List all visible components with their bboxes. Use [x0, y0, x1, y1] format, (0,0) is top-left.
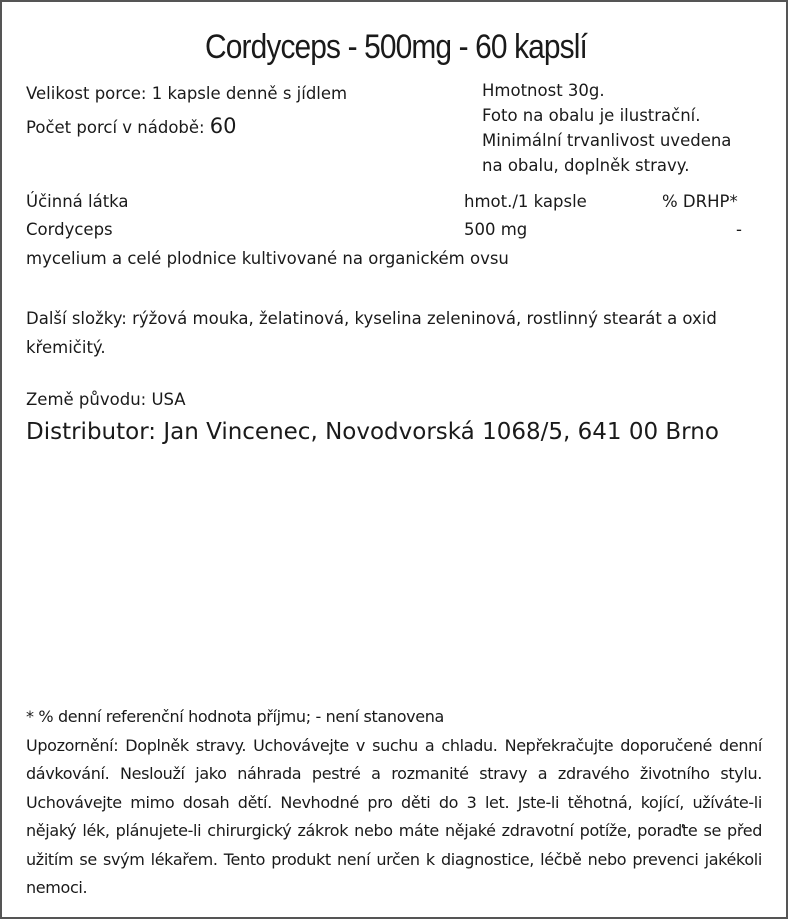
- product-info-block: [482, 78, 782, 178]
- photo-note: Foto na obalu je ilustrační.: [482, 106, 701, 125]
- shelf-life-note: Minimální trvanlivost uvedena: [482, 131, 732, 150]
- header-drhp: % DRHP*: [662, 192, 738, 211]
- servings-per-container-value: 60: [209, 114, 237, 138]
- net-weight: Hmotnost 30g.: [482, 81, 605, 100]
- serving-size: Velikost porce: 1 kapsle denně s jídlem: [26, 84, 348, 103]
- warning-text: Upozornění: Doplněk stravy. Uchovávejte v suchu a chladu. Nepřekračujte doporučené denní dávkování. Neslouží jako náhrada pestré a rozmanité stravy a zdravého životního stylu. Uchovávejte mimo dosah dětí. Nevhodné pro děti do 3 let. Jste-li těhotná, kojící, užíváte-li nějaký lék, plánujete-li chirurgický zákrok nebo máte nějaké zdravotní potíže, poraďte se před užitím se svým lékařem. Tento produkt není určen k diagnostice, léčbě nebo prevenci jakékoli nemoci.: [26, 735, 762, 897]
- drhp-footnote: * % denní referenční hodnota příjmu; - není stanovena: [26, 707, 444, 726]
- warning-section: [26, 703, 762, 903]
- product-title: Cordyceps - 500mg - 60 kapslí: [205, 28, 587, 66]
- ingredient-description: mycelium a celé plodnice kultivované na organickém ovsu: [26, 249, 509, 268]
- ingredient-name: Cordyceps: [26, 220, 113, 239]
- supplement-note: na obalu, doplněk stravy.: [482, 156, 690, 175]
- servings-per-container-label: Počet porcí v nádobě:: [26, 118, 205, 137]
- other-ingredients: Další složky: rýžová mouka, želatinová, kyselina zeleninová, rostlinný stearát a oxid křemičitý.: [26, 309, 717, 357]
- header-amount-per-capsule: hmot./1 kapsle: [464, 192, 587, 211]
- header-active-substance: Účinná látka: [26, 192, 129, 211]
- country-of-origin: Země původu: USA: [26, 390, 186, 409]
- ingredient-drhp: -: [736, 220, 742, 239]
- distributor: Distributor: Jan Vincenec, Novodvorská 1068/5, 641 00 Brno: [26, 419, 719, 445]
- servings-per-container: [26, 114, 236, 138]
- ingredient-amount: 500 mg: [464, 220, 528, 239]
